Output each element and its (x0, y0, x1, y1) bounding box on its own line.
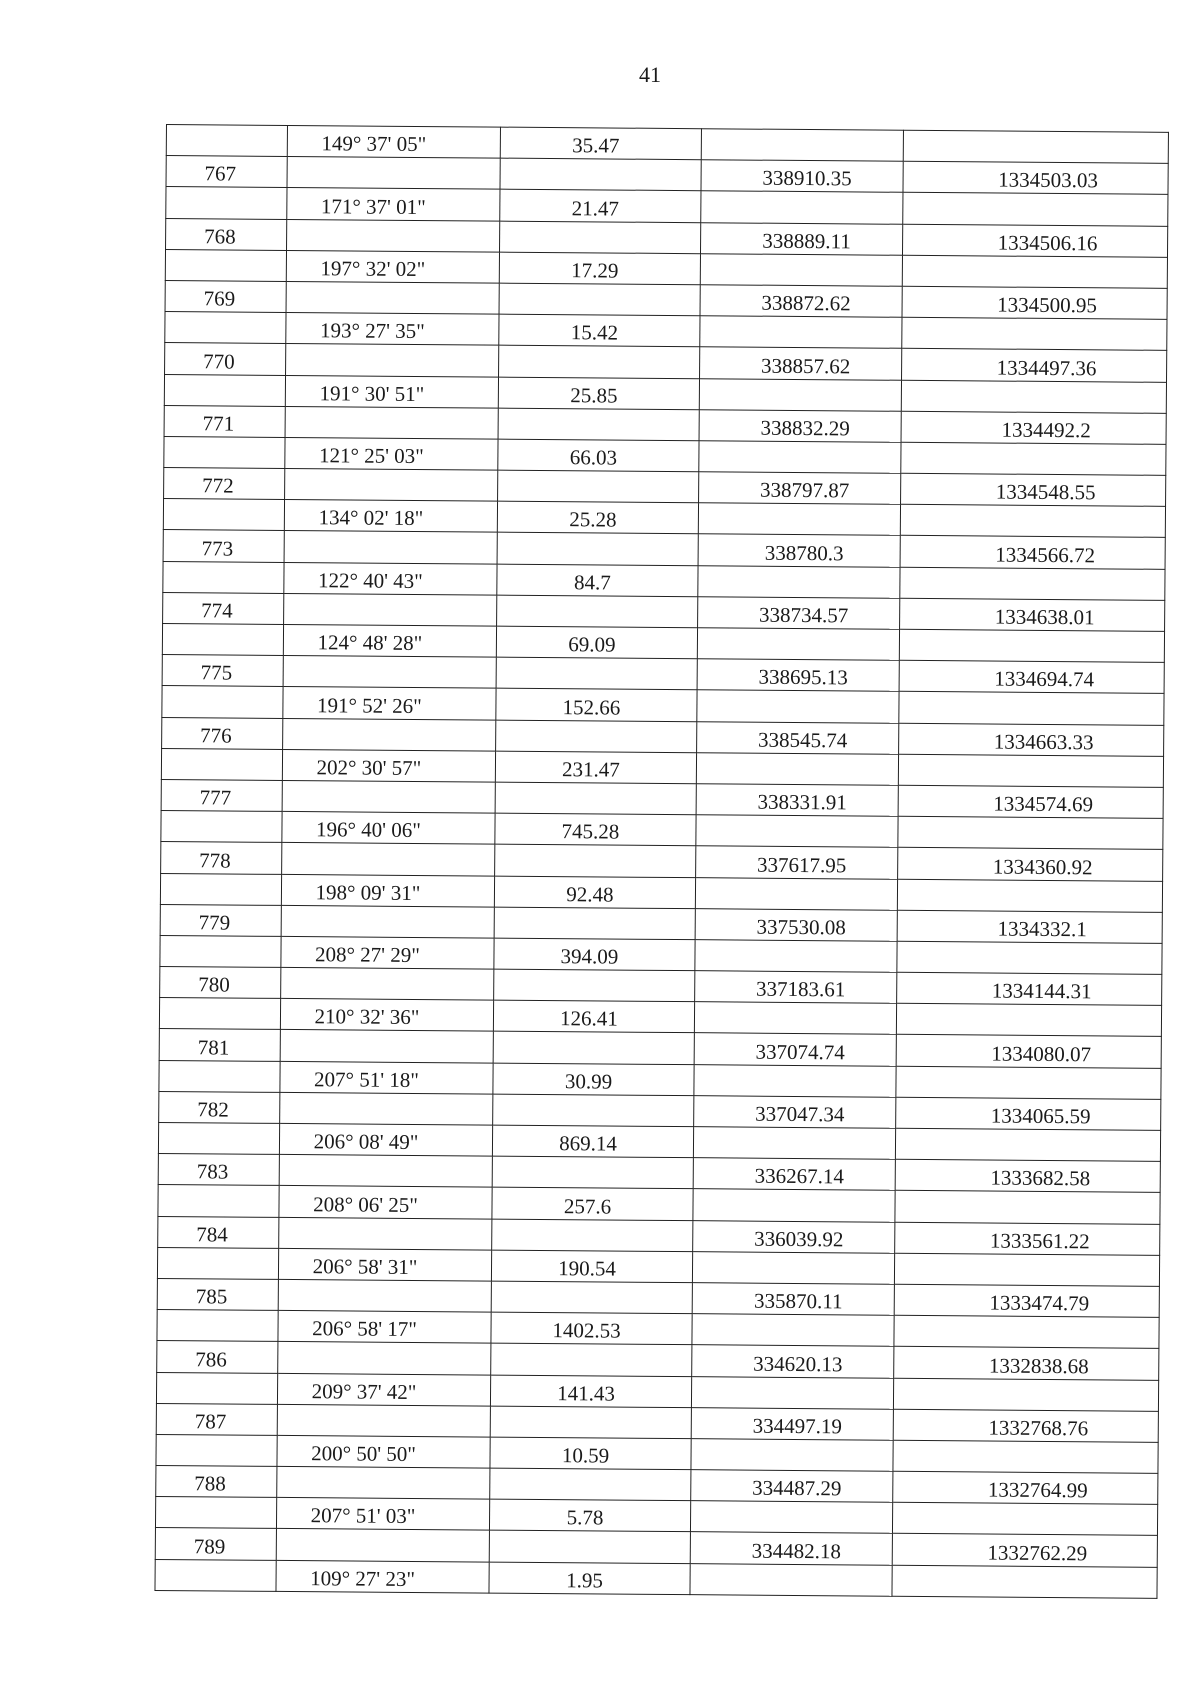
distance-cell: 30.99 (493, 1063, 694, 1096)
empty-cell (156, 1434, 277, 1466)
empty-cell (287, 219, 500, 252)
empty-cell (695, 877, 897, 910)
empty-cell (701, 191, 903, 224)
empty-cell (696, 815, 898, 848)
easting-cell: 1332764.99 (893, 1471, 1158, 1504)
empty-cell (491, 1343, 692, 1376)
distance-cell: 21.47 (500, 190, 701, 223)
easting-cell: 1334506.16 (902, 224, 1167, 257)
bearing-cell: 122° 40' 43" (284, 562, 497, 595)
station-id-cell: 768 (166, 218, 287, 250)
empty-cell (278, 1342, 491, 1375)
easting-cell: 1334080.07 (896, 1035, 1161, 1068)
empty-cell (694, 1002, 896, 1035)
empty-cell (500, 221, 701, 254)
station-id-cell: 785 (157, 1278, 278, 1310)
empty-cell (697, 690, 899, 723)
bearing-cell: 202° 30' 57" (282, 749, 495, 782)
empty-cell (897, 941, 1162, 974)
empty-cell (892, 1565, 1157, 1598)
empty-cell (892, 1502, 1157, 1535)
distance-cell: 152.66 (496, 688, 697, 721)
station-id-cell: 788 (156, 1466, 277, 1498)
empty-cell (700, 316, 902, 349)
empty-cell (162, 623, 283, 655)
bearing-cell: 149° 37' 05" (287, 125, 500, 158)
empty-cell (899, 629, 1164, 662)
empty-cell (894, 1315, 1159, 1348)
empty-cell (693, 1127, 895, 1160)
distance-cell: 141.43 (490, 1375, 691, 1408)
empty-cell (895, 1128, 1160, 1161)
empty-cell (902, 255, 1167, 288)
empty-cell (700, 253, 902, 286)
empty-cell (897, 879, 1162, 912)
empty-cell (278, 1279, 491, 1312)
empty-cell (286, 281, 499, 314)
empty-cell (164, 436, 285, 468)
northing-cell: 334482.18 (690, 1532, 892, 1565)
easting-cell: 1334566.72 (900, 536, 1165, 569)
station-id-cell: 774 (163, 592, 284, 624)
empty-cell (499, 345, 700, 378)
bearing-cell: 206° 58' 17" (278, 1311, 491, 1344)
easting-cell: 1333682.58 (895, 1159, 1160, 1192)
bearing-cell: 196° 40' 06" (282, 812, 495, 845)
empty-cell (157, 1247, 278, 1279)
station-id-cell: 782 (159, 1091, 280, 1123)
empty-cell (163, 499, 284, 531)
bearing-cell: 206° 08' 49" (279, 1123, 492, 1156)
empty-cell (280, 1030, 493, 1063)
empty-cell (690, 1563, 892, 1596)
empty-cell (158, 1122, 279, 1154)
northing-cell: 337530.08 (695, 908, 897, 941)
empty-cell (498, 408, 699, 441)
northing-cell: 334497.19 (691, 1407, 893, 1440)
empty-cell (493, 1032, 694, 1065)
station-id-cell: 780 (160, 967, 281, 999)
empty-cell (285, 469, 498, 502)
empty-cell (701, 129, 903, 162)
empty-cell (163, 561, 284, 593)
empty-cell (902, 317, 1167, 350)
empty-cell (281, 967, 494, 1000)
bearing-cell: 171° 37' 01" (287, 188, 500, 221)
easting-cell: 1334548.55 (901, 473, 1166, 506)
empty-cell (490, 1406, 691, 1439)
easting-cell: 1333474.79 (894, 1284, 1159, 1317)
easting-cell: 1334492.2 (901, 411, 1166, 444)
empty-cell (492, 1156, 693, 1189)
empty-cell (284, 531, 497, 564)
traverse-table (154, 124, 1168, 1599)
northing-cell: 337047.34 (694, 1095, 896, 1128)
bearing-cell: 210° 32' 36" (280, 999, 493, 1032)
distance-cell: 190.54 (491, 1250, 692, 1283)
easting-cell: 1334638.01 (900, 598, 1165, 631)
northing-cell: 338889.11 (700, 222, 902, 255)
empty-cell (161, 811, 282, 843)
empty-cell (493, 1094, 694, 1127)
empty-cell (494, 969, 695, 1002)
station-id-cell: 783 (158, 1154, 279, 1186)
empty-cell (901, 380, 1166, 413)
station-id-cell: 789 (155, 1528, 276, 1560)
distance-cell: 1402.53 (491, 1312, 692, 1345)
distance-cell: 5.78 (489, 1499, 690, 1532)
empty-cell (896, 1066, 1161, 1099)
empty-cell (693, 1189, 895, 1222)
empty-cell (898, 754, 1163, 787)
empty-cell (893, 1440, 1158, 1473)
station-id-cell: 775 (162, 655, 283, 687)
empty-cell (160, 873, 281, 905)
empty-cell (903, 130, 1168, 163)
empty-cell (165, 312, 286, 344)
station-id-cell: 779 (160, 904, 281, 936)
survey-coordinates-table (154, 124, 1167, 1599)
distance-cell: 10.59 (490, 1437, 691, 1470)
distance-cell: 25.85 (498, 377, 699, 410)
empty-cell (694, 1064, 896, 1097)
empty-cell (156, 1372, 277, 1404)
empty-cell (498, 470, 699, 503)
empty-cell (155, 1497, 276, 1529)
bearing-cell: 208° 27' 29" (281, 936, 494, 969)
bearing-cell: 109° 27' 23" (276, 1560, 489, 1593)
northing-cell: 336267.14 (693, 1158, 895, 1191)
northing-cell: 337617.95 (696, 846, 898, 879)
bearing-cell: 191° 30' 51" (285, 375, 498, 408)
northing-cell: 338331.91 (696, 784, 898, 817)
distance-cell: 1.95 (489, 1562, 690, 1595)
empty-cell (692, 1314, 894, 1347)
bearing-cell: 206° 58' 31" (278, 1248, 491, 1281)
northing-cell: 335870.11 (692, 1283, 894, 1316)
bearing-cell: 207° 51' 18" (280, 1061, 493, 1094)
empty-cell (282, 780, 495, 813)
northing-cell: 338734.57 (698, 597, 900, 630)
empty-cell (490, 1468, 691, 1501)
easting-cell: 1334497.36 (902, 349, 1167, 382)
distance-cell: 35.47 (500, 127, 701, 160)
empty-cell (165, 249, 286, 281)
empty-cell (900, 567, 1165, 600)
easting-cell: 1334500.95 (902, 286, 1167, 319)
empty-cell (492, 1219, 693, 1252)
empty-cell (494, 907, 695, 940)
station-id-cell: 771 (164, 405, 285, 437)
empty-cell (899, 692, 1164, 725)
distance-cell: 17.29 (499, 252, 700, 285)
empty-cell (496, 720, 697, 753)
easting-cell: 1333561.22 (895, 1222, 1160, 1255)
empty-cell (692, 1251, 894, 1284)
empty-cell (698, 565, 900, 598)
bearing-cell: 197° 32' 02" (286, 250, 499, 283)
empty-cell (276, 1529, 489, 1562)
empty-cell (280, 1092, 493, 1125)
easting-cell: 1334144.31 (897, 972, 1162, 1005)
empty-cell (901, 442, 1166, 475)
bearing-cell: 198° 09' 31" (281, 874, 494, 907)
easting-cell: 1332768.76 (893, 1409, 1158, 1442)
distance-cell: 84.7 (497, 564, 698, 597)
empty-cell (495, 782, 696, 815)
empty-cell (698, 503, 900, 536)
station-id-cell: 781 (159, 1029, 280, 1061)
empty-cell (695, 940, 897, 973)
distance-cell: 231.47 (495, 751, 696, 784)
empty-cell (283, 718, 496, 751)
bearing-cell: 200° 50' 50" (277, 1435, 490, 1468)
northing-cell: 334487.29 (691, 1470, 893, 1503)
bearing-cell: 207° 51' 03" (276, 1498, 489, 1531)
distance-cell: 869.14 (492, 1125, 693, 1158)
station-id-cell: 773 (163, 530, 284, 562)
easting-cell: 1334694.74 (899, 660, 1164, 693)
empty-cell (900, 505, 1165, 538)
empty-cell (697, 628, 899, 661)
empty-cell (696, 752, 898, 785)
station-id-cell: 772 (164, 468, 285, 500)
station-id-cell: 776 (162, 717, 283, 749)
northing-cell: 338857.62 (700, 347, 902, 380)
empty-cell (283, 656, 496, 689)
empty-cell (691, 1439, 893, 1472)
empty-cell (285, 406, 498, 439)
bearing-cell: 124° 48' 28" (283, 624, 496, 657)
distance-cell: 15.42 (499, 314, 700, 347)
empty-cell (277, 1466, 490, 1499)
northing-cell: 338797.87 (699, 472, 901, 505)
northing-cell: 338832.29 (699, 409, 901, 442)
empty-cell (159, 1060, 280, 1092)
empty-cell (159, 998, 280, 1030)
empty-cell (284, 593, 497, 626)
empty-cell (691, 1376, 893, 1409)
empty-cell (496, 657, 697, 690)
empty-cell (158, 1185, 279, 1217)
distance-cell: 69.09 (496, 626, 697, 659)
northing-cell: 334620.13 (692, 1345, 894, 1378)
empty-cell (500, 158, 701, 191)
empty-cell (161, 748, 282, 780)
empty-cell (160, 935, 281, 967)
distance-cell: 257.6 (492, 1187, 693, 1220)
station-id-cell: 786 (157, 1341, 278, 1373)
bearing-cell: 121° 25' 03" (285, 437, 498, 470)
empty-cell (166, 187, 287, 219)
distance-cell: 394.09 (494, 938, 695, 971)
table-body (155, 125, 1168, 1599)
empty-cell (287, 157, 500, 190)
empty-cell (699, 378, 901, 411)
distance-cell: 66.03 (498, 439, 699, 472)
empty-cell (895, 1191, 1160, 1224)
empty-cell (896, 1004, 1161, 1037)
empty-cell (164, 374, 285, 406)
easting-cell: 1334360.92 (898, 848, 1163, 881)
page-number: 41 (639, 62, 661, 87)
empty-cell (495, 844, 696, 877)
bearing-cell: 191° 52' 26" (283, 687, 496, 720)
easting-cell: 1332762.29 (892, 1534, 1157, 1567)
empty-cell (893, 1378, 1158, 1411)
station-id-cell: 787 (156, 1403, 277, 1435)
easting-cell: 1334503.03 (903, 161, 1168, 194)
empty-cell (155, 1559, 276, 1591)
empty-cell (894, 1253, 1159, 1286)
easting-cell: 1334574.69 (898, 785, 1163, 818)
northing-cell: 338695.13 (697, 659, 899, 692)
station-id-cell: 777 (161, 779, 282, 811)
northing-cell: 336039.92 (693, 1220, 895, 1253)
bearing-cell: 193° 27' 35" (286, 313, 499, 346)
empty-cell (497, 533, 698, 566)
easting-cell: 1334663.33 (899, 723, 1164, 756)
easting-cell: 1334065.59 (896, 1097, 1161, 1130)
empty-cell (286, 344, 499, 377)
empty-cell (489, 1531, 690, 1564)
bearing-cell: 208° 06' 25" (279, 1186, 492, 1219)
easting-cell: 1334332.1 (897, 910, 1162, 943)
empty-cell (279, 1155, 492, 1188)
distance-cell: 25.28 (497, 501, 698, 534)
northing-cell: 338780.3 (698, 534, 900, 567)
empty-cell (282, 843, 495, 876)
station-id-cell: 767 (166, 156, 287, 188)
empty-cell (162, 686, 283, 718)
northing-cell: 338872.62 (700, 285, 902, 318)
station-id-cell: 769 (165, 280, 286, 312)
empty-cell (903, 193, 1168, 226)
empty-cell (497, 595, 698, 628)
empty-cell (157, 1310, 278, 1342)
empty-cell (279, 1217, 492, 1250)
northing-cell: 338545.74 (697, 721, 899, 754)
empty-cell (281, 905, 494, 938)
distance-cell: 745.28 (495, 813, 696, 846)
empty-cell (699, 441, 901, 474)
empty-cell (166, 125, 287, 157)
empty-cell (898, 816, 1163, 849)
northing-cell: 337074.74 (694, 1033, 896, 1066)
distance-cell: 126.41 (493, 1000, 694, 1033)
station-id-cell: 770 (165, 343, 286, 375)
distance-cell: 92.48 (494, 876, 695, 909)
station-id-cell: 778 (161, 842, 282, 874)
empty-cell (491, 1281, 692, 1314)
empty-cell (499, 283, 700, 316)
easting-cell: 1332838.68 (894, 1347, 1159, 1380)
station-id-cell: 784 (158, 1216, 279, 1248)
bearing-cell: 134° 02' 18" (284, 500, 497, 533)
bearing-cell: 209° 37' 42" (277, 1373, 490, 1406)
northing-cell: 338910.35 (701, 160, 903, 193)
empty-cell (690, 1501, 892, 1534)
empty-cell (277, 1404, 490, 1437)
northing-cell: 337183.61 (695, 971, 897, 1004)
